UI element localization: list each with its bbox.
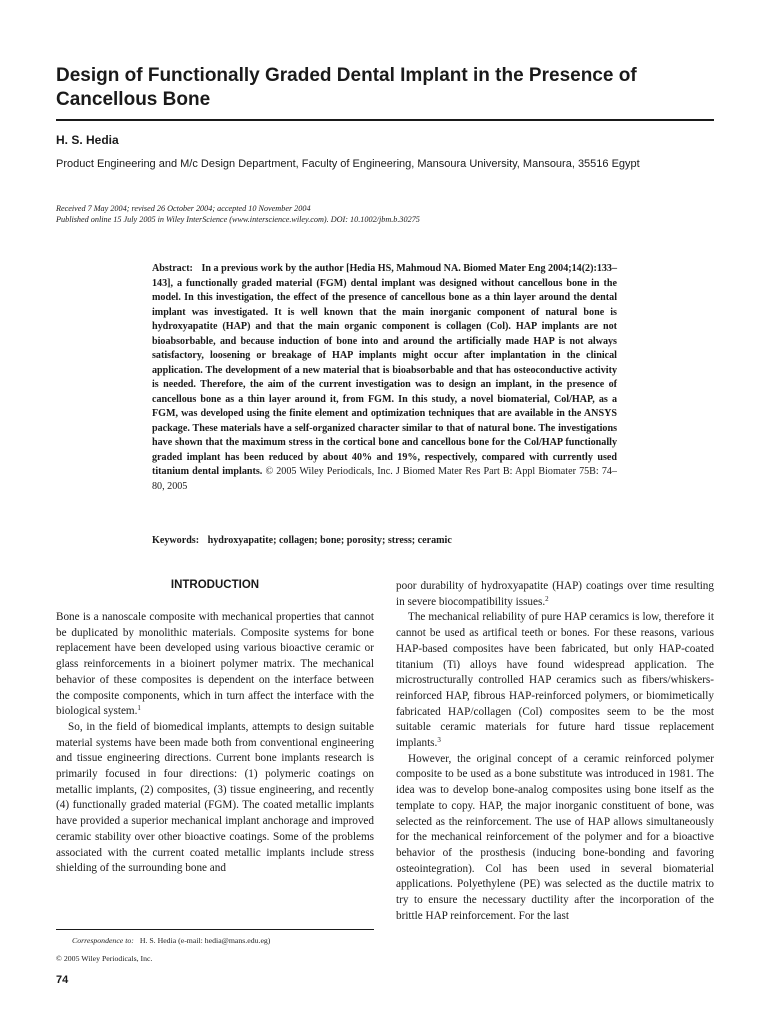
reference-marker: 3 — [437, 736, 441, 745]
author-affiliation: Product Engineering and M/c Design Department, Faculty of Engineering, Mansoura University, Mansoura, 35516 Egypt — [56, 158, 640, 170]
received-dates: Received 7 May 2004; revised 26 October 2004; accepted 10 November 2004 — [56, 204, 311, 213]
abstract-heading: Abstract: — [152, 263, 193, 274]
title-rule — [56, 119, 714, 121]
footnote-rule — [56, 929, 374, 930]
correspondence-label: Correspondence to: — [72, 936, 134, 945]
article-title: Design of Functionally Graded Dental Implant in the Presence of Cancellous Bone — [56, 65, 637, 110]
paragraph-text: The mechanical reliability of pure HAP ceramics is low, therefore it cannot be used as artifical teeth or bones. For these reasons, various HAP-based composites have been fabricated, but only HAP-coated titanium (Ti) alloys have found widespread application. The microstructurally controlled HAP ceramics such as fibers/whiskers-reinforced HAP, fibrous HAP-reinforced polymers, or biomimetically fabricated HAP/collagen (Col) composites seem to be the most suitable ceramic materials for future hard tissue replacement implants. — [396, 611, 714, 750]
paragraph-text: poor durability of hydroxyapatite (HAP) coatings over time resulting in severe biocompatibility issues. — [396, 580, 714, 608]
paragraph — [396, 579, 714, 610]
abstract-citation: © 2005 Wiley Periodicals, Inc. J Biomed Mater Res Part B: Appl Biomater 75B: 74–80, 2005 — [152, 466, 617, 492]
publication-dates — [56, 203, 736, 225]
abstract-body: In a previous work by the author [Hedia HS, Mahmoud NA. Biomed Mater Eng 2004;14(2):133–143], a functionally graded material (FGM) dental implant was designed without cancellous bone in the model. In this investigation, the effect of the presence of cancellous bone as a thin layer around the dental implant was investigated. It is well known that the main inorganic component of natural bone is hydroxyapatite (HAP) and that the main organic component is collagen (Col). HAP implants are not bioabsorbable, and because induction of bone into and around the artificially made HAP is not always satisfactory, loosening or breakage of HAP implants might occur after implantation in the clinical application. The development of a new material that is bioabsorbable and that has osteoconductive activity is needed. Therefore, the aim of the current investigation was to design an implant, in the presence of cancellous bone as a thin layer around it, from FGM. In this study, a novel biomaterial, Col/HAP, as a FGM, was developed using the finite element and optimization techniques that are available in the ANSYS package. These materials have a self-organized character similar to that of natural bone. The investigations have shown that the maximum stress in the cortical bone and cancellous bone for the Col/HAP functionally graded implant has been reduced by about 40% and 19%, respectively, compared with currently used titanium dental implants. — [152, 263, 618, 477]
copyright-note: © 2005 Wiley Periodicals, Inc. — [56, 954, 153, 963]
page-number: 74 — [56, 974, 69, 986]
paragraph — [56, 610, 374, 720]
reference-marker: 1 — [137, 704, 141, 713]
abstract-block — [152, 262, 617, 494]
paragraph — [396, 610, 714, 751]
keywords-list: hydroxyapatite; collagen; bone; porosity; stress; ceramic — [207, 535, 452, 546]
paragraph: So, in the field of biomedical implants, attempts to design suitable material systems have been made both from conventional engineering and tissue engineering directions. Current bone implants research is primarily focused in four directions: (1) polymeric coatings on metallic implants, (2) composites, (3) tissue engineering, and recently (4) functionally graded material (FGM). The coated metallic implants have provided a superior mechanical implant anchorage and improved ceramic stability over other bioactive coatings. Some of the problems associated with the current coated metallic implants include stress shielding of the surrounding bone and — [56, 720, 374, 875]
published-online: Published online 15 July 2005 in Wiley InterScience (www.interscience.wiley.com). DOI: 10.1002/jbm.b.30275 — [56, 215, 420, 224]
section-heading-introduction: INTRODUCTION — [170, 579, 260, 591]
right-column — [396, 579, 714, 924]
keywords-heading: Keywords: — [152, 535, 200, 546]
paragraph-text: Bone is a nanoscale composite with mechanical properties that cannot be duplicated by monolithic materials. Composite systems for bone replacement have been developed using various bioactive ceramic or glass reinforcements in a bioinert polymer matrix. The mechanical behavior of these composites is dependent on the interface between the composite components, which in turn affect the interface with the biological system. — [56, 611, 374, 718]
correspondence-text: H. S. Hedia (e-mail: hedia@mans.edu.eg) — [139, 936, 271, 945]
keywords-block — [152, 535, 617, 546]
author-name: H. S. Hedia — [56, 133, 119, 147]
paragraph: However, the original concept of a ceramic reinforced polymer composite to be used as a bone substitute was introduced in 1981. The idea was to develop bone-analog composites using bone itself as the template to copy. HAP, the major inorganic constituent of bone, was selected as the reinforcement. The use of HAP allows simultaneously for the mechanical reinforcement of the polymer and for a bioactive behavior of the prosthesis (inducing bone-bonding and favoring osteointegration). Col has been used in several biomaterial applications. Polyethylene (PE) was selected as the ductile matrix to try to ensure the necessary ductility after the incorporation of the brittle HAP reinforcement. For the last — [396, 752, 714, 922]
correspondence-note — [72, 936, 270, 945]
reference-marker: 2 — [545, 594, 549, 603]
left-column — [56, 610, 374, 877]
